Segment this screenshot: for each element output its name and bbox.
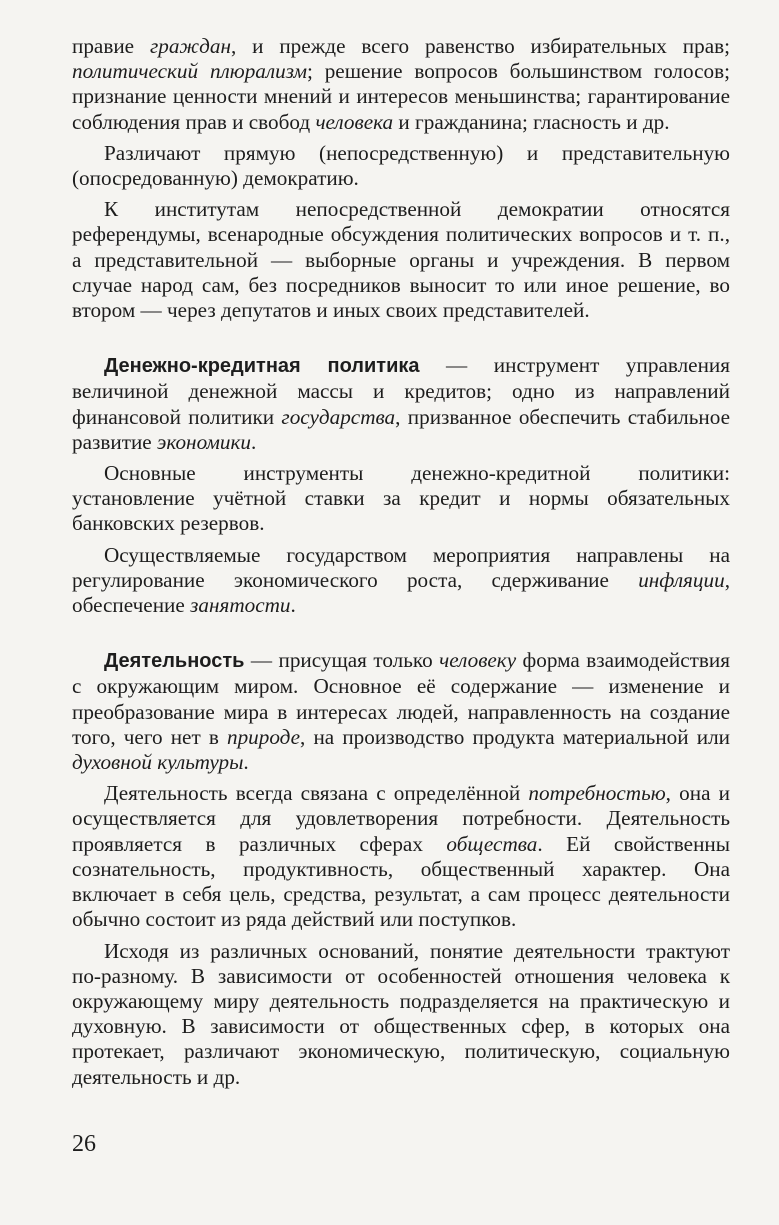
italic-term: человека xyxy=(315,109,394,134)
body-paragraph xyxy=(72,141,730,191)
text-run: . xyxy=(250,429,257,454)
italic-term: природе xyxy=(226,724,301,749)
italic-term: инфляции xyxy=(638,567,725,592)
text-run: Основные инструменты денежно-кредитной политики: установление учётной ставки за кредит и нормы обязательных банковских резервов. xyxy=(72,461,730,536)
italic-term: экономики xyxy=(157,429,251,454)
italic-term: государства xyxy=(281,404,396,429)
text-run: , она и осуществляется для удовлетворения потребности. Деятельность проявляется в различных сферах xyxy=(72,781,730,856)
text-run: , обеспечение xyxy=(72,567,730,618)
text-run: . xyxy=(243,750,249,775)
term-paragraph xyxy=(72,648,730,775)
body-paragraph xyxy=(72,939,730,1090)
body-paragraph xyxy=(72,543,730,619)
text-run: , и прежде всего равенство избирательных прав; xyxy=(230,34,730,58)
page-body xyxy=(72,34,730,1096)
text-run: — присущая только xyxy=(244,648,440,673)
text-run: Исходя из различных оснований, понятие деятельности трактуют по-разному. В зависимости от особенностей отношения человека к окружающему миру деятельность подразделяется на практическую и духовную. В зависимости от общественных сфер, в которых она протекает, различают экономическую, политическую, социальную деятельность и др. xyxy=(72,938,730,1089)
text-run: , на производство продукта материальной или xyxy=(300,724,730,749)
italic-term: граждан xyxy=(149,34,231,58)
italic-term: общества xyxy=(446,831,538,856)
text-run: . xyxy=(290,593,296,618)
italic-term: занятости xyxy=(190,593,291,618)
text-run: — инструмент управления величиной денежной массы и кредитов; одно из направлений финансовой политики xyxy=(72,353,730,429)
text-run: правие xyxy=(72,34,150,58)
term-paragraph xyxy=(72,353,730,455)
glossary-term: Денежно-кредитная политика xyxy=(104,355,420,378)
text-run: К институтам непосредственной демократии относятся референдумы, всенародные обсуждения политических вопросов и т. п., а представительной — выборные органы и учреждения. В первом случае народ сам, без посредников выносит то или иное решение, во втором — через депутатов и иных своих представителей. xyxy=(72,197,730,323)
text-run: , призванное обеспечить стабильное развитие xyxy=(72,404,730,454)
body-paragraph xyxy=(72,781,730,932)
text-run: форма взаимодействия с окружающим миром. Основное её содержание — изменение и преобразование мира в интересах людей, направленность на создание того, чего нет в xyxy=(72,648,731,749)
text-run: Различают прямую (непосредственную) и представительную (опосредованную) демократию. xyxy=(72,140,730,191)
page-number: 26 xyxy=(72,1131,96,1157)
italic-term: человеку xyxy=(439,648,517,673)
body-paragraph xyxy=(72,34,730,135)
text-run: . Ей свойственны сознательность, продуктивность, общественный характер. Она включает в себя цель, средства, результат, а сам процесс деятельности обычно состоит из ряда действий или поступков. xyxy=(72,831,730,932)
text-run: Деятельность всегда связана с определённой xyxy=(104,781,529,806)
glossary-term: Деятельность xyxy=(104,650,245,673)
italic-term: потребностью xyxy=(528,781,666,806)
body-paragraph xyxy=(72,461,730,537)
italic-term: духовной культуры xyxy=(72,750,244,775)
text-run: и гражданина; гласность и др. xyxy=(393,109,670,134)
text-run: Осуществляемые государством мероприятия направлены на регулирование экономического роста, сдерживание xyxy=(72,542,730,592)
body-paragraph xyxy=(72,197,730,323)
text-run: ; решение вопросов большинством голосов; признание ценности мнений и интересов меньшинства; гарантирование соблюдения прав и свобод xyxy=(72,59,730,134)
italic-term: политический плюрализм xyxy=(72,59,307,84)
